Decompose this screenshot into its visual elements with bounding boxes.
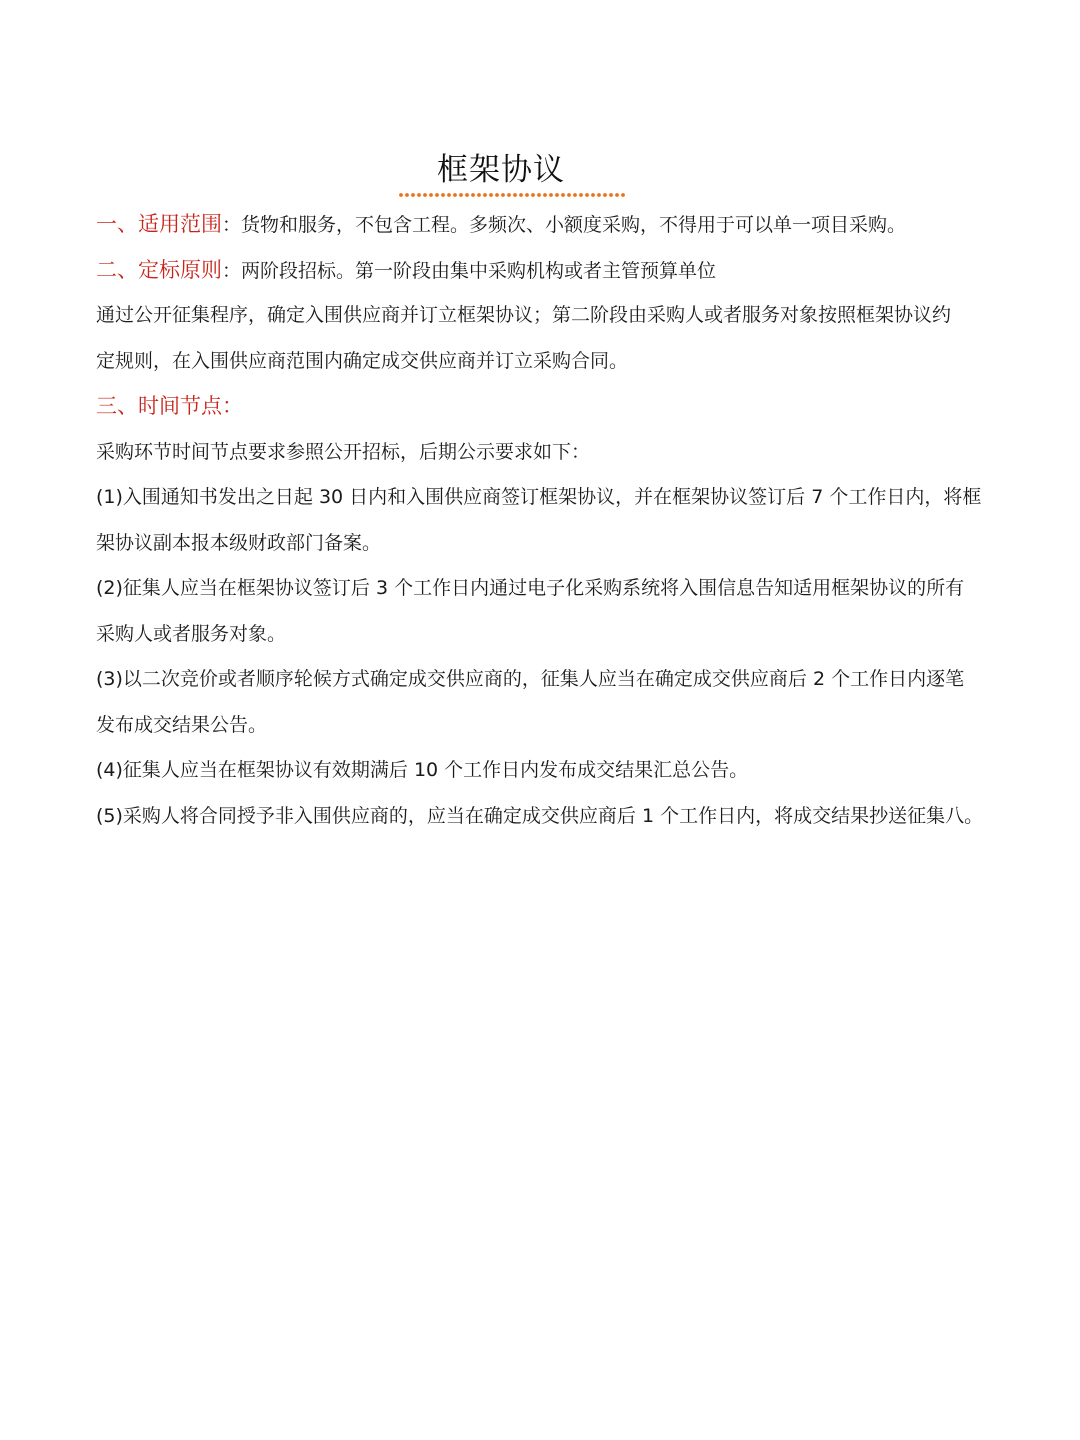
underline-dot: [477, 193, 481, 197]
list-item-line: 架协议副本报本级财政部门备案。: [96, 531, 382, 554]
list-item-line: 采购人或者服务对象。: [96, 622, 287, 645]
section-heading-colon: ：: [222, 394, 243, 418]
underline-dot: [453, 193, 457, 197]
underline-dot: [537, 193, 541, 197]
document-body: [96, 202, 1036, 839]
underline-dot: [525, 193, 529, 197]
underline-dot: [459, 193, 463, 197]
underline-dot: [585, 193, 589, 197]
underline-dot: [483, 193, 487, 197]
section-timeline: [96, 384, 1036, 430]
section-heading-principle: 二、定标原则: [96, 257, 222, 282]
section-heading-timeline: 三、时间节点: [96, 394, 222, 418]
list-item-line: (5)采购人将合同授予非入围供应商的，应当在确定成交供应商后 1 个工作日内，将成交结果抄送征集八。: [96, 804, 984, 827]
underline-dot: [519, 193, 523, 197]
page-title: 框架协议: [437, 152, 565, 188]
section-text-scope: ：货物和服务，不包含工程。多频次、小额度采购，不得用于可以单一项目采购。: [222, 214, 907, 236]
underline-dot: [399, 193, 403, 197]
underline-dot: [447, 193, 451, 197]
underline-dot: [417, 193, 421, 197]
underline-dot: [411, 193, 415, 197]
list-item-line: (4)征集人应当在框架协议有效期满后 10 个工作日内发布成交结果汇总公告。: [96, 759, 749, 781]
section-heading-scope: 一、适用范围: [96, 212, 222, 236]
underline-dot: [435, 193, 439, 197]
underline-dot: [555, 193, 559, 197]
underline-dot: [621, 193, 625, 197]
underline-dot: [495, 193, 499, 197]
underline-dot: [579, 193, 583, 197]
paragraph-line: 通过公开征集程序，确定入围供应商并订立框架协议；第二阶段由采购人或者服务对象按照框架协议约: [96, 304, 952, 326]
underline-dot: [597, 193, 601, 197]
underline-dot: [471, 193, 475, 197]
list-item-line: (1)入围通知书发出之日起 30 日内和入围供应商签订框架协议，并在框架协议签订后 7 个工作日内，将框: [96, 486, 982, 508]
underline-dot: [531, 193, 535, 197]
underline-dot: [615, 193, 619, 197]
underline-dot: [441, 193, 445, 197]
underline-dot: [603, 193, 607, 197]
underline-dot: [573, 193, 577, 197]
underline-dot: [429, 193, 433, 197]
list-item-line: (3)以二次竞价或者顺序轮候方式确定成交供应商的，征集人应当在确定成交供应商后 2 个工作日内逐笔: [96, 668, 965, 690]
section-principle: [96, 248, 1036, 294]
underline-dot: [591, 193, 595, 197]
list-item-line: 发布成交结果公告。: [96, 713, 268, 736]
underline-dot: [609, 193, 613, 197]
underline-dot: [465, 193, 469, 197]
list-item-line: (2)征集人应当在框架协议签订后 3 个工作日内通过电子化采购系统将入围信息告知适用框架协议的所有: [96, 577, 965, 599]
underline-dot: [561, 193, 565, 197]
underline-dot: [513, 193, 517, 197]
underline-dot: [489, 193, 493, 197]
underline-dot: [423, 193, 427, 197]
underline-dot: [543, 193, 547, 197]
section-scope: [96, 202, 1036, 248]
paragraph-line: 定规则，在入围供应商范围内确定成交供应商并订立采购合同。: [96, 349, 629, 372]
underline-dot: [549, 193, 553, 197]
title-dotted-underline: [398, 192, 626, 198]
underline-dot: [501, 193, 505, 197]
underline-dot: [567, 193, 571, 197]
underline-dot: [405, 193, 409, 197]
timeline-intro: 采购环节时间节点要求参照公开招标，后期公示要求如下：: [96, 440, 591, 463]
section-text-principle-1: ：两阶段招标。第一阶段由集中采购机构或者主管预算单位: [222, 259, 717, 282]
underline-dot: [507, 193, 511, 197]
